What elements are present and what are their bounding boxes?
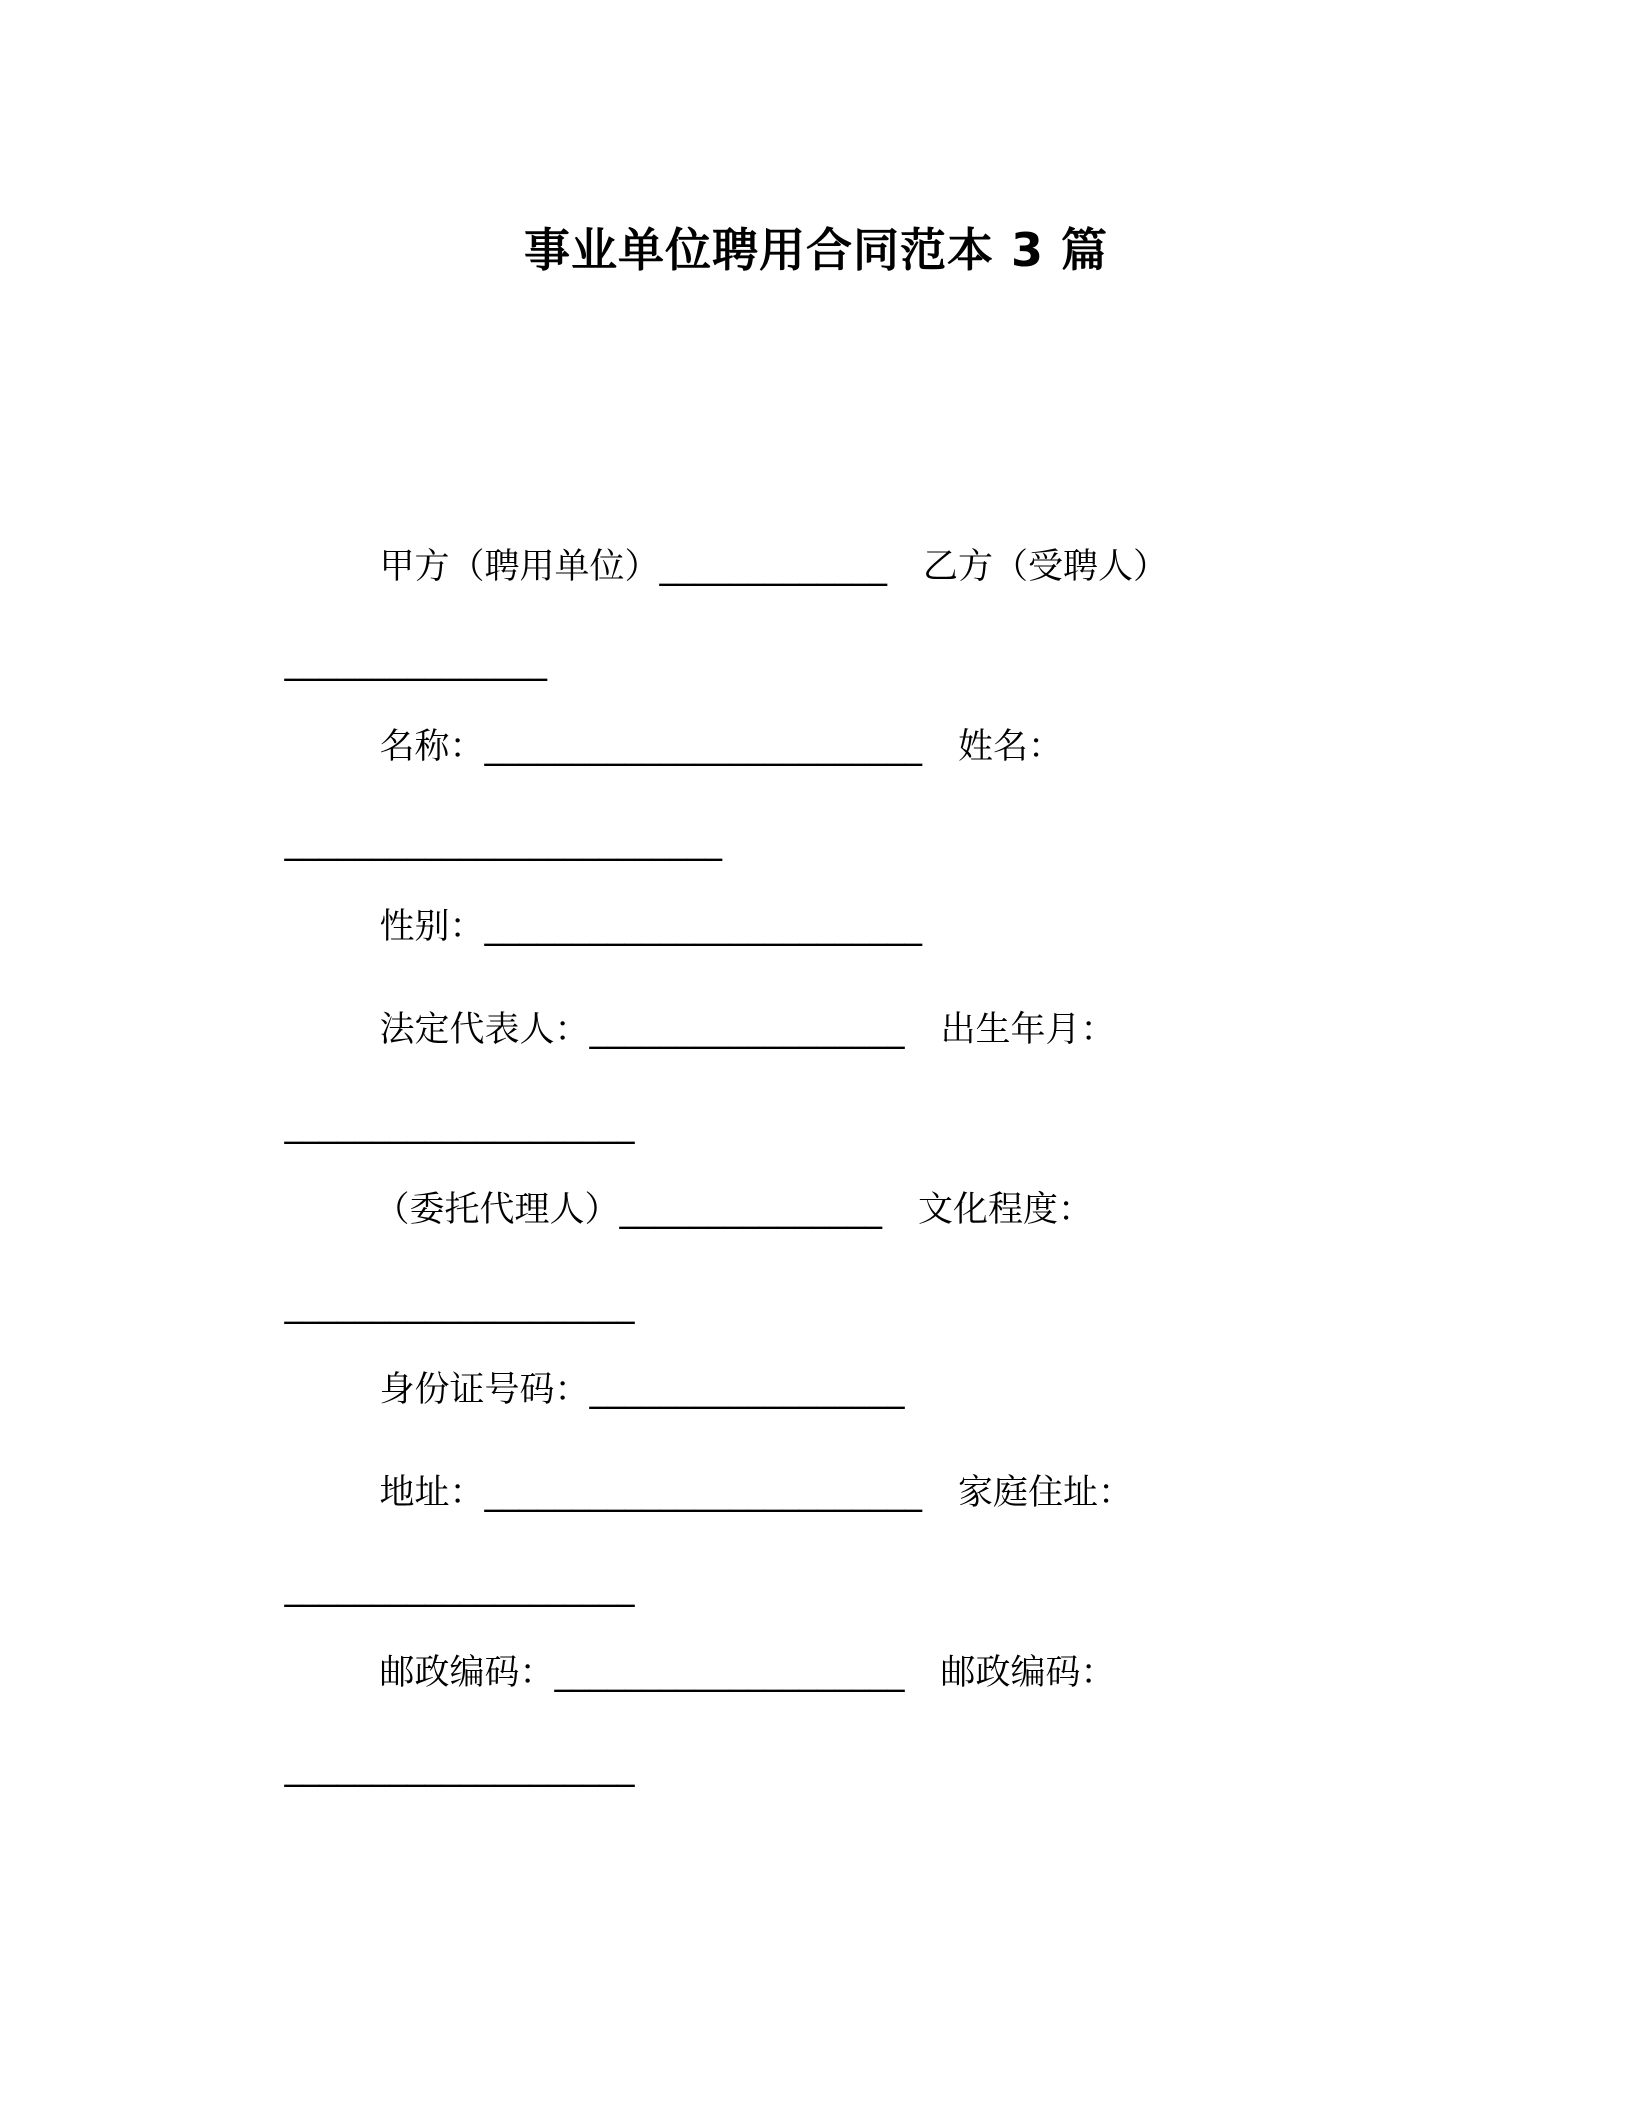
agent-blank: _______________ [619, 1190, 883, 1230]
party-b-label: 乙方（受聘人） [923, 547, 1169, 587]
id-number-label: 身份证号码： [379, 1370, 590, 1410]
birth-date-blank: ____________________ [284, 1105, 635, 1145]
birth-date-label: 出生年月： [940, 1010, 1116, 1050]
party-a-blank: _____________ [659, 547, 888, 587]
name-label: 名称： [379, 727, 485, 767]
name-blank: _________________________ [484, 727, 923, 767]
id-number-blank: __________________ [589, 1370, 905, 1410]
agent-label: （委托代理人） [374, 1190, 620, 1230]
person-name-label: 姓名： [958, 727, 1064, 767]
address-blank: _________________________ [484, 1473, 923, 1513]
home-address-blank: ____________________ [284, 1568, 635, 1608]
gender-label: 性别： [379, 907, 485, 947]
education-label: 文化程度： [918, 1190, 1094, 1230]
postal-code-b-blank: ____________________ [284, 1748, 635, 1788]
postal-code-b-label: 邮政编码： [940, 1653, 1116, 1693]
party-b-blank: _______________ [284, 642, 548, 682]
gender-blank: _________________________ [484, 907, 923, 947]
line-postal-code-b-blank [240, 1693, 635, 1843]
postal-code-a-blank: ____________________ [554, 1653, 905, 1693]
document-title: 事业单位聘用合同范本 3 篇 [523, 223, 1109, 277]
party-a-label: 甲方（聘用单位） [379, 547, 660, 587]
address-label: 地址： [379, 1473, 485, 1513]
legal-rep-label: 法定代表人： [379, 1010, 590, 1050]
legal-rep-blank: __________________ [589, 1010, 905, 1050]
education-blank: ____________________ [284, 1285, 635, 1325]
person-name-blank: _________________________ [284, 822, 723, 862]
home-address-label: 家庭住址： [958, 1473, 1134, 1513]
postal-code-a-label: 邮政编码： [379, 1653, 555, 1693]
